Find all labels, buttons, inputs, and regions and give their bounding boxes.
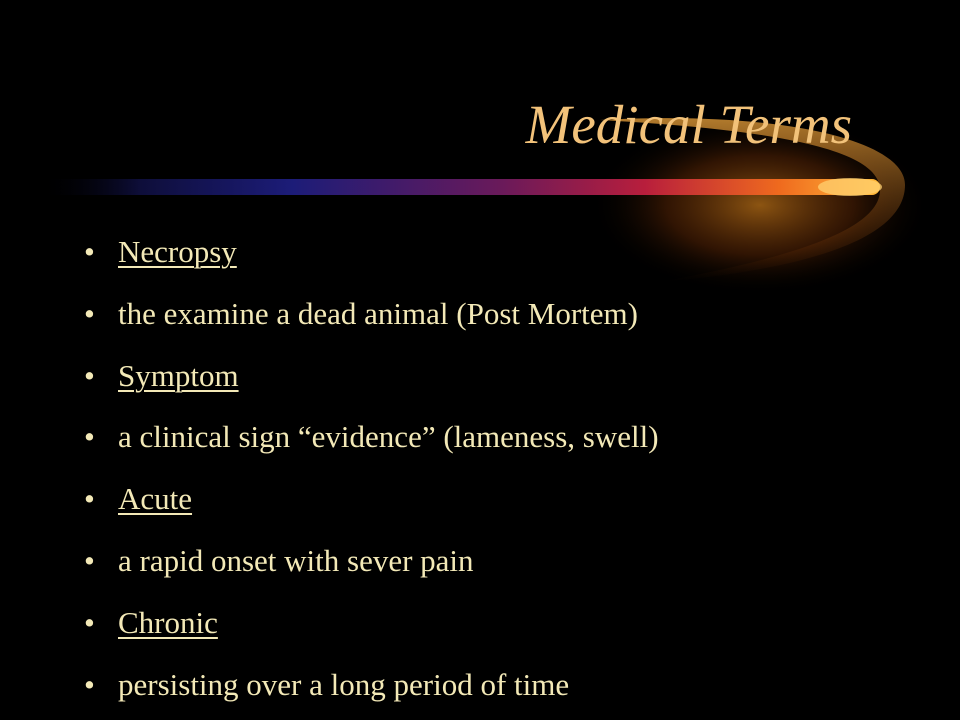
- bullet-icon: •: [84, 295, 95, 331]
- list-item[interactable]: [84, 351, 944, 413]
- list-item: [84, 660, 944, 720]
- definition-text: a clinical sign “evidence” (lameness, swell): [118, 419, 659, 455]
- definition-text: persisting over a long period of time: [118, 666, 570, 702]
- bullet-icon: •: [84, 419, 95, 455]
- bullet-icon: •: [84, 357, 95, 393]
- term-link-acute[interactable]: Acute: [118, 481, 193, 517]
- list-item: [84, 412, 944, 474]
- definition-text: the examine a dead animal (Post Mortem): [118, 295, 638, 331]
- list-item: [84, 536, 944, 598]
- bullet-icon: •: [84, 666, 95, 702]
- definition-text: a rapid onset with sever pain: [118, 542, 474, 578]
- term-link-symptom[interactable]: Symptom: [118, 357, 239, 393]
- list-item: [84, 289, 944, 351]
- bullet-icon: •: [84, 481, 95, 517]
- list-item[interactable]: [84, 598, 944, 660]
- list-item[interactable]: [84, 474, 944, 536]
- term-link-necropsy[interactable]: Necropsy: [118, 234, 237, 269]
- bullet-icon: •: [84, 234, 95, 269]
- bullet-icon: •: [84, 542, 95, 578]
- slide-title: Medical Terms: [525, 94, 852, 155]
- swoosh-bar: [40, 179, 880, 195]
- list-item[interactable]: [84, 227, 944, 289]
- bullet-icon: •: [84, 604, 95, 640]
- term-link-chronic[interactable]: Chronic: [118, 604, 218, 640]
- bullet-list: [84, 227, 944, 720]
